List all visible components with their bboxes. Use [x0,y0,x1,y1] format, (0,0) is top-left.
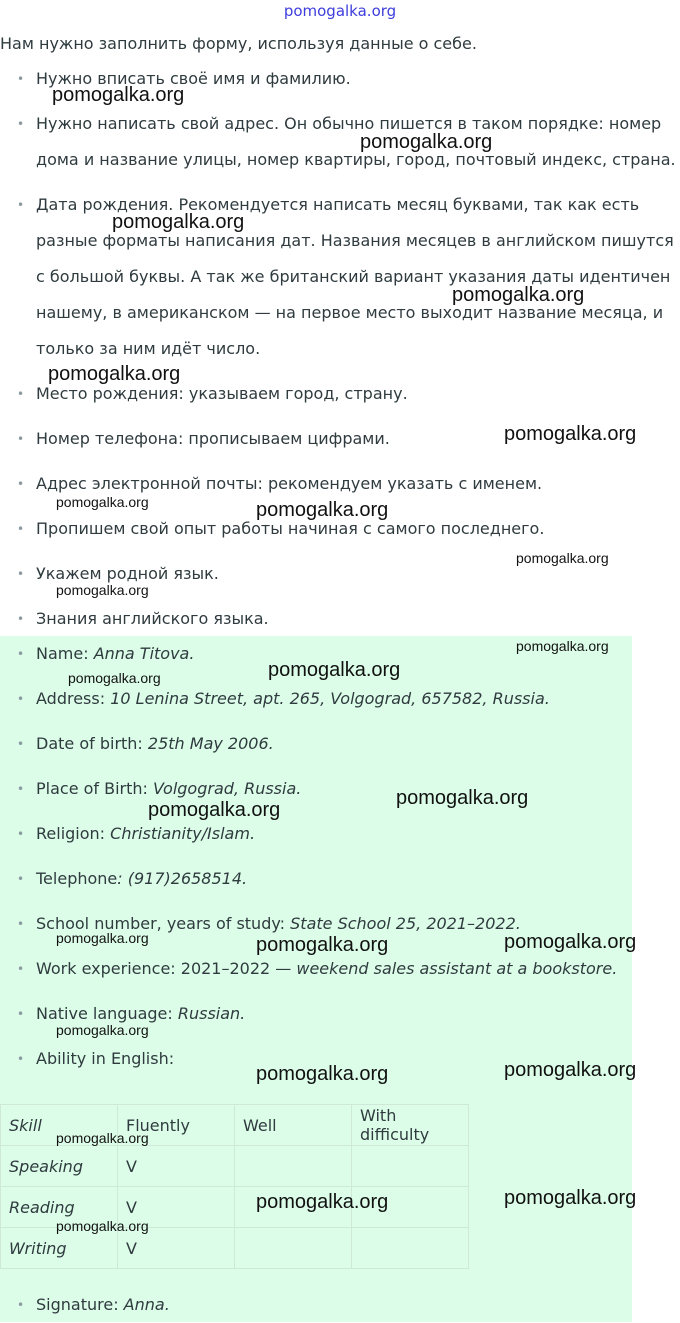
watermark: pomogalka.org [148,799,281,821]
bullet: • [17,737,25,751]
bullet: • [17,1298,25,1312]
table-cell: Reading [1,1187,118,1228]
watermark-top: pomogalka.org [283,2,397,20]
bullet: • [17,782,25,796]
watermark: pomogalka.org [516,638,609,654]
bullet: • [17,1052,25,1066]
table-cell [235,1228,352,1269]
watermark: pomogalka.org [504,931,637,953]
bullet: • [17,432,25,446]
watermark: pomogalka.org [256,934,389,956]
watermark: pomogalka.org [452,284,585,306]
watermark: pomogalka.org [396,787,529,809]
bullet: • [17,612,25,626]
table-cell: V [118,1228,235,1269]
table-header: Skill [1,1105,118,1146]
bullet: • [17,387,25,401]
watermark: pomogalka.org [56,582,149,598]
bullet: • [17,962,25,976]
list-item: • Нужно написать свой адрес. Он обычно пишется в таком порядке: номер дома и название улицы, номер квартиры, город, почтовый индекс, страна. [0,106,680,178]
table-cell: Writing [1,1228,118,1269]
watermark: pomogalka.org [68,670,161,686]
table-cell: Speaking [1,1146,118,1187]
bullet: • [17,827,25,841]
watermark: pomogalka.org [56,1130,149,1146]
bullet: • [17,567,25,581]
bullet: • [17,198,25,212]
watermark: pomogalka.org [504,1187,637,1209]
watermark: pomogalka.org [516,550,609,566]
bullet: • [17,647,25,661]
watermark: pomogalka.org [56,930,149,946]
table-cell [352,1146,469,1187]
skills-table [0,1104,469,1269]
bullet: • [17,477,25,491]
bullet: • [17,872,25,886]
watermark: pomogalka.org [112,211,245,233]
watermark: pomogalka.org [48,363,181,385]
watermark: pomogalka.org [256,499,389,521]
watermark: pomogalka.org [504,423,637,445]
watermark: pomogalka.org [52,84,185,106]
bullet: • [17,117,25,131]
table-cell [352,1228,469,1269]
watermark: pomogalka.org [504,1059,637,1081]
bullet: • [17,692,25,706]
watermark: pomogalka.org [56,1218,149,1234]
watermark: pomogalka.org [256,1063,389,1085]
list-item: • Нужно вписать своё имя и фамилию. [0,61,680,97]
bullet: • [17,72,25,86]
table-cell [235,1146,352,1187]
table-header: Fluently [118,1105,235,1146]
table-cell: V [118,1146,235,1187]
watermark: pomogalka.org [56,494,149,510]
table-cell: V [118,1187,235,1228]
intro-text: Нам нужно заполнить форму, используя данные о себе. [0,34,477,53]
bullet: • [17,917,25,931]
bullet: • [17,522,25,536]
watermark: pomogalka.org [256,1191,389,1213]
watermark: pomogalka.org [360,131,493,153]
watermark: pomogalka.org [56,1022,149,1038]
list-item: • Дата рождения. Рекомендуется написать месяц буквами, так как есть разные форматы написания дат. Названия месяцев в английском пишутся с большой буквы. А так же британский вариант указания даты идентичен нашему, в американском — на первое место выходит название месяца, и только за ним идёт число. [0,187,680,367]
table-header: With difficulty [352,1105,469,1146]
bullet: • [17,1007,25,1021]
watermark: pomogalka.org [268,659,401,681]
table-header: Well [235,1105,352,1146]
table-row [1,1146,469,1187]
